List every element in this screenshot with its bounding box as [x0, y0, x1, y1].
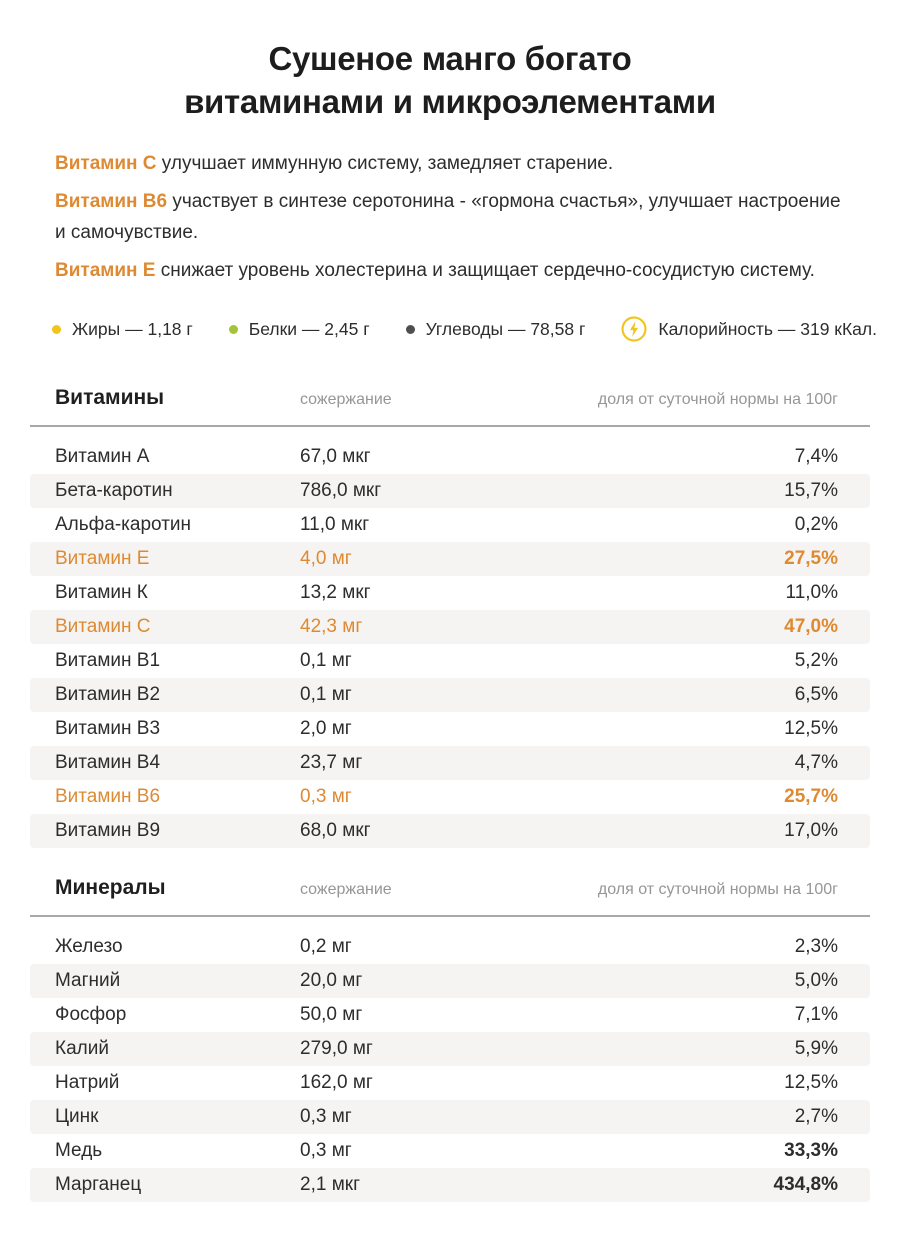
- table-row: [30, 1100, 870, 1134]
- page-title-line1: Сушеное манго богато: [268, 40, 632, 77]
- macro-label: Углеводы — 78,58 г: [425, 318, 586, 339]
- table-row: [30, 1134, 870, 1168]
- macro-badge: [229, 319, 370, 340]
- intro-paragraph: [55, 187, 848, 248]
- nutrient-daily-percent: 7,1%: [794, 1004, 838, 1026]
- column-header-daily-norm: доля от суточной нормы на 100г: [597, 881, 838, 899]
- table-row: [30, 678, 870, 712]
- vitamin-highlight: Витамин В6: [55, 191, 168, 213]
- nutrient-name: Витамин В6: [55, 786, 161, 808]
- table-row: [30, 542, 870, 576]
- table-row: [30, 440, 870, 474]
- column-header-content: сожержание: [300, 391, 392, 409]
- table-row: [30, 930, 870, 964]
- table-row: [30, 780, 870, 814]
- nutrient-daily-percent: 15,7%: [784, 480, 838, 502]
- table-row: [30, 814, 870, 848]
- lightning-icon: [621, 316, 647, 342]
- nutrient-daily-percent: 2,3%: [794, 936, 838, 958]
- nutrient-name: Альфа-каротин: [55, 514, 192, 536]
- table-row: [30, 576, 870, 610]
- intro-paragraph: [55, 149, 848, 179]
- macro-badge: [406, 319, 586, 340]
- nutrient-daily-percent: 12,5%: [784, 1072, 838, 1094]
- header-divider: [30, 915, 870, 917]
- nutrient-daily-percent: 47,0%: [784, 616, 838, 638]
- macro-label: Калорийность — 319 кКал.: [658, 318, 877, 339]
- nutrient-amount: 279,0 мг: [300, 1038, 373, 1060]
- nutrient-name: Витамин В4: [55, 752, 161, 774]
- nutrient-daily-percent: 27,5%: [784, 548, 838, 570]
- nutrient-daily-percent: 12,5%: [784, 718, 838, 740]
- table-row: [30, 1032, 870, 1066]
- nutrient-amount: 23,7 мг: [300, 752, 363, 774]
- nutrient-amount: 0,2 мг: [300, 936, 352, 958]
- column-header-content: сожержание: [300, 881, 392, 899]
- table-header: [30, 386, 870, 410]
- nutrient-name: Железо: [55, 936, 123, 958]
- macro-label: Жиры — 1,18 г: [72, 318, 193, 339]
- nutrient-amount: 11,0 мкг: [300, 514, 370, 536]
- intro-text: участвует в синтезе серотонина - «гормона счастья», улучшает настроение и самочувствие.: [55, 191, 841, 243]
- table-row: [30, 610, 870, 644]
- macro-badge: [52, 319, 193, 340]
- bullet-dot-icon: [52, 325, 61, 334]
- nutrient-amount: 4,0 мг: [300, 548, 352, 570]
- table-row: [30, 712, 870, 746]
- nutrient-daily-percent: 33,3%: [784, 1140, 838, 1162]
- intro-text: улучшает иммунную систему, замедляет старение.: [156, 152, 614, 174]
- nutrient-daily-percent: 7,4%: [794, 446, 838, 468]
- table-row: [30, 964, 870, 998]
- nutrient-name: Витамин К: [55, 582, 148, 604]
- table-row: [30, 508, 870, 542]
- nutrient-name: Цинк: [55, 1106, 99, 1128]
- nutrient-amount: 50,0 мг: [300, 1004, 363, 1026]
- nutrient-amount: 2,0 мг: [300, 718, 352, 740]
- nutrient-daily-percent: 25,7%: [784, 786, 838, 808]
- macro-badges: [52, 316, 900, 342]
- table-row: [30, 1066, 870, 1100]
- nutrient-name: Марганец: [55, 1174, 142, 1196]
- nutrient-name: Витамин Е: [55, 548, 150, 570]
- vitamin-highlight: Витамин Е: [55, 259, 156, 281]
- minerals-table: [30, 876, 870, 1202]
- table-body: [30, 930, 870, 1202]
- nutrient-daily-percent: 5,0%: [794, 970, 838, 992]
- nutrient-amount: 0,1 мг: [300, 684, 352, 706]
- nutrient-name: Медь: [55, 1140, 103, 1162]
- table-body: [30, 440, 870, 848]
- nutrient-name: Витамин С: [55, 616, 151, 638]
- nutrient-name: Калий: [55, 1038, 109, 1060]
- nutrient-daily-percent: 11,0%: [785, 582, 838, 604]
- nutrient-amount: 13,2 мкг: [300, 582, 371, 604]
- nutrient-amount: 67,0 мкг: [300, 446, 371, 468]
- bullet-dot-icon: [229, 325, 238, 334]
- vitamin-highlight: Витамин С: [55, 152, 157, 174]
- nutrient-daily-percent: 17,0%: [784, 820, 838, 842]
- nutrient-amount: 0,3 мг: [300, 1140, 352, 1162]
- nutrient-daily-percent: 5,9%: [794, 1038, 838, 1060]
- nutrient-name: Витамин В3: [55, 718, 161, 740]
- nutrient-daily-percent: 434,8%: [773, 1174, 838, 1196]
- nutrient-amount: 0,1 мг: [300, 650, 352, 672]
- intro-paragraphs: [55, 149, 848, 287]
- macro-label: Белки — 2,45 г: [248, 318, 370, 339]
- table-row: [30, 746, 870, 780]
- nutrient-name: Бета-каротин: [55, 480, 173, 502]
- intro-text: снижает уровень холестерина и защищает сердечно-сосудистую систему.: [155, 259, 815, 281]
- nutrient-daily-percent: 0,2%: [794, 514, 838, 536]
- nutrient-name: Магний: [55, 970, 121, 992]
- page-title-line2: витаминами и микроэлементами: [184, 82, 716, 120]
- nutrient-amount: 786,0 мкг: [300, 480, 382, 502]
- nutrient-name: Витамин В2: [55, 684, 161, 706]
- macro-badge: [621, 316, 877, 342]
- vitamins-table: [30, 386, 870, 848]
- table-row: [30, 644, 870, 678]
- nutrient-amount: 162,0 мг: [300, 1072, 373, 1094]
- intro-paragraph: [55, 256, 848, 286]
- table-row: [30, 474, 870, 508]
- nutrient-daily-percent: 6,5%: [794, 684, 838, 706]
- nutrient-daily-percent: 4,7%: [794, 752, 838, 774]
- nutrient-amount: 0,3 мг: [300, 786, 352, 808]
- bullet-dot-icon: [406, 325, 415, 334]
- nutrient-name: Фосфор: [55, 1004, 127, 1026]
- nutrient-amount: 20,0 мг: [300, 970, 363, 992]
- nutrient-daily-percent: 5,2%: [794, 650, 838, 672]
- nutrient-name: Натрий: [55, 1072, 120, 1094]
- table-title: Минералы: [55, 876, 166, 900]
- nutrient-daily-percent: 2,7%: [794, 1106, 838, 1128]
- nutrient-name: Витамин А: [55, 446, 150, 468]
- header-divider: [30, 425, 870, 427]
- nutrient-amount: 0,3 мг: [300, 1106, 352, 1128]
- nutrient-amount: 68,0 мкг: [300, 820, 371, 842]
- table-title: Витамины: [55, 386, 165, 410]
- column-header-daily-norm: доля от суточной нормы на 100г: [597, 391, 838, 409]
- nutrient-amount: 2,1 мкг: [300, 1174, 360, 1196]
- nutrient-name: Витамин В1: [55, 650, 161, 672]
- table-row: [30, 1168, 870, 1202]
- nutrient-amount: 42,3 мг: [300, 616, 363, 638]
- nutrient-name: Витамин В9: [55, 820, 161, 842]
- page-title: [0, 38, 900, 124]
- table-row: [30, 998, 870, 1032]
- table-header: [30, 876, 870, 900]
